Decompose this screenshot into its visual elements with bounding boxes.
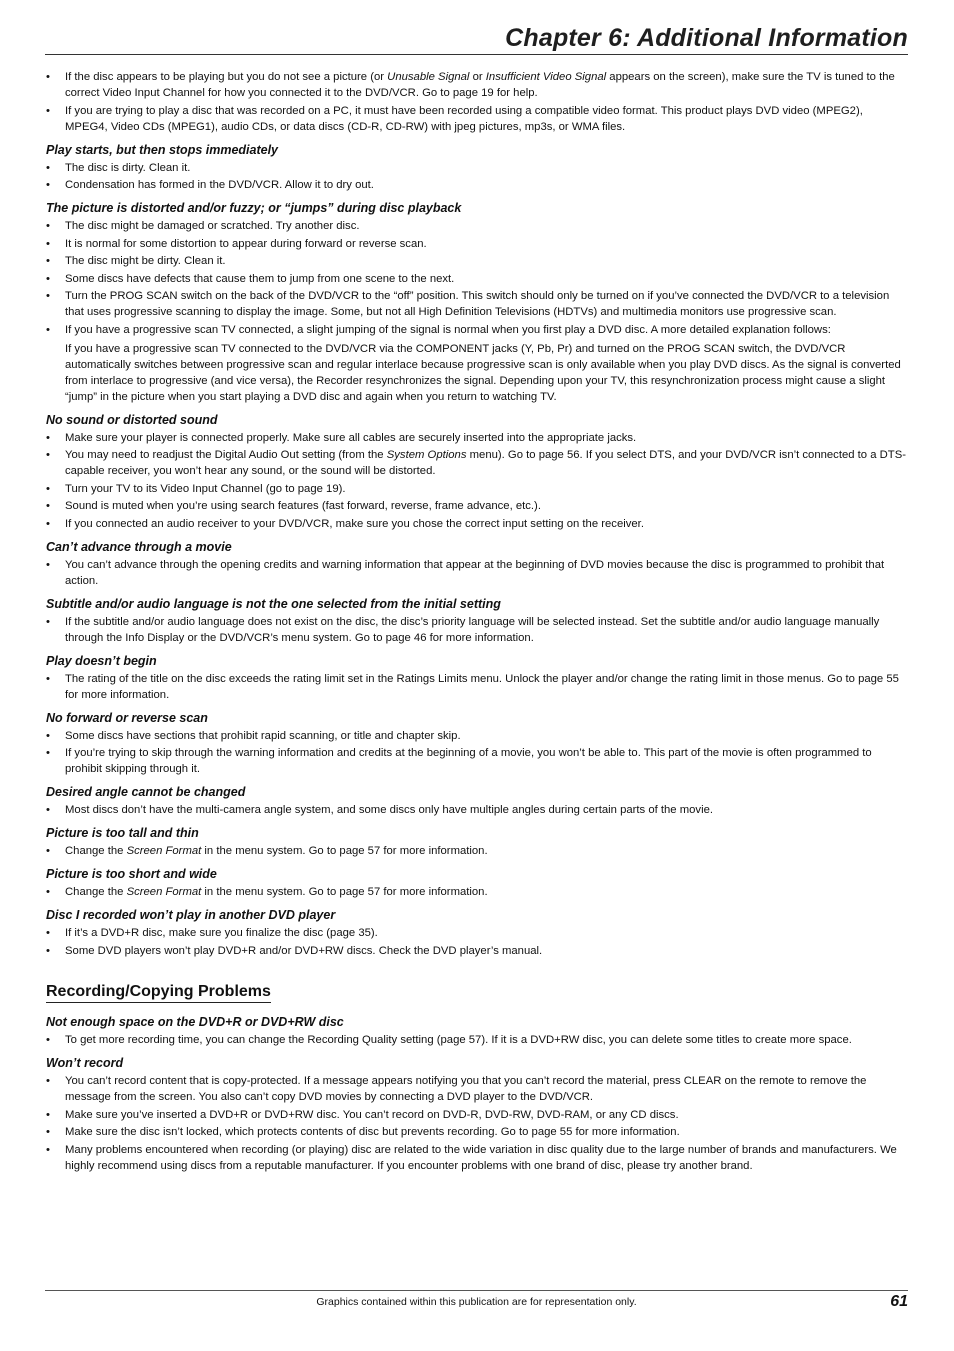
list-item: • The rating of the title on the disc exceeds the rating limit set in the Ratings Limits menu. Unlock the player and/or change the rating limit in those menus. Go to page 55 for more information. <box>46 671 908 703</box>
distorted-list <box>46 218 908 405</box>
list-item: • The disc might be dirty. Clean it. <box>46 253 908 269</box>
list-item: • To get more recording time, you can change the Recording Quality setting (page 57). If it is a DVD+RW disc, you can delete some titles to create more space. <box>46 1032 908 1048</box>
list-item: • Some discs have sections that prohibit rapid scanning, or title and chapter skip. <box>46 728 908 744</box>
list-item: • If you have a progressive scan TV connected, a slight jumping of the signal is normal when you first play a DVD disc. A more detailed explanation follows: If you have a progressive scan TV connected to the DVD/VCR via the COMPONENT jacks (Y, Pb, Pr) and turned on the PROG SCAN switch, the DVD/VCR automatically switches between progressive scan and regular interlace because progressive scan is only available when you play DVD discs. As the signal is converted from interlace to progressive (and vice versa), the Recorder resynchronizes the signal. Depending upon your TV, this resynchronization process might cause a slight “jump” in the picture when you start playing a DVD disc and again when you return to watching TV. <box>46 322 908 405</box>
section-heading-cant-advance: Can’t advance through a movie <box>46 539 232 554</box>
section-heading-wont-play: Disc I recorded won’t play in another DVD player <box>46 908 336 922</box>
list-item: • Some discs have defects that cause them to jump from one scene to the next. <box>46 271 908 287</box>
section-heading-not-enough-space: Not enough space on the DVD+R or DVD+RW disc <box>46 1015 344 1029</box>
page-footer <box>45 1290 908 1317</box>
chapter-header <box>45 22 908 55</box>
angle-list <box>46 802 908 818</box>
list-item: • If the disc appears to be playing but you do not see a picture (or Unusable Signal or Insufficient Video Signal appears on the screen), make sure the TV is tuned to the correct Video Input Channel for how you connected it to the DVD/VCR. Go to page 19 for help. <box>46 69 908 101</box>
list-item: • If you are trying to play a disc that was recorded on a PC, it must have been recorded using a compatible video format. This product plays DVD video (MPEG2), MPEG4, Video CDs (MPEG1), audio CDs, or data discs (CD-R, CD-RW) with jpeg pictures, mp3s, or WMA files. <box>46 103 908 135</box>
list-item: • If you connected an audio receiver to your DVD/VCR, make sure you chose the correct input setting on the receiver. <box>46 516 908 532</box>
wont-play-list <box>46 925 908 959</box>
list-item: • The disc might be damaged or scratched. Try another disc. <box>46 218 908 234</box>
wont-record-list <box>46 1073 908 1174</box>
list-item: • Make sure you’ve inserted a DVD+R or DVD+RW disc. You can’t record on DVD-R, DVD-RW, DVD-RAM, or any CD discs. <box>46 1107 908 1123</box>
section-heading-distorted: The picture is distorted and/or fuzzy; or “jumps” during disc playback <box>46 201 462 215</box>
intro-list <box>46 69 908 135</box>
section-heading-play-doesnt-begin: Play doesn’t begin <box>46 653 157 668</box>
section-heading-wont-record: Won’t record <box>46 1056 124 1070</box>
section-heading-subtitle: Subtitle and/or audio language is not the one selected from the initial setting <box>46 596 501 611</box>
list-item: • Make sure your player is connected properly. Make sure all cables are securely inserted into the appropriate jacks. <box>46 430 908 446</box>
list-item: • If it’s a DVD+R disc, make sure you finalize the disc (page 35). <box>46 925 908 941</box>
tall-thin-list <box>46 843 908 859</box>
list-item: • Many problems encountered when recording (or playing) disc are related to the wide variation in disc quality due to the large number of brands and manufacturers. We highly recommend using discs from a reputable manufacturer. If you encounter problems with one brand of disc, please try another brand. <box>46 1142 908 1174</box>
recording-section-title: Recording/Copying Problems <box>46 982 271 1003</box>
no-sound-list <box>46 430 908 532</box>
short-wide-list <box>46 884 908 900</box>
list-item-continuation: If you have a progressive scan TV connected to the DVD/VCR via the COMPONENT jacks (Y, Pb, Pr) and turned on the PROG SCAN switch, the DVD/VCR automatically switches between progressive scan and regular interlace because progressive scan is only available when you play DVD discs. As the signal is converted from interlace to progressive (and vice versa), the Recorder resynchronizes the signal. Depending upon your TV, this resynchronization process might cause a slight “jump” in the picture when you start playing a DVD disc and again when you return to watching TV. <box>65 342 901 403</box>
list-item: • Make sure the disc isn’t locked, which protects contents of disc but prevents recording. Go to page 55 for more information. <box>46 1124 908 1140</box>
chapter-title: Chapter 6: Additional Information <box>505 24 908 52</box>
section-heading-tall-thin: Picture is too tall and thin <box>46 826 199 840</box>
recording-section <box>46 960 908 1007</box>
list-item: • If the subtitle and/or audio language does not exist on the disc, the disc’s priority language will be selected instead. Set the subtitle and/or audio language manually through the Info Display or the DVD/VCR’s menu system. Go to page 46 for more information. <box>46 614 908 646</box>
no-scan-list <box>46 728 908 778</box>
footer-note: Graphics contained within this publication are for representation only. <box>316 1296 637 1308</box>
play-doesnt-begin-list <box>46 671 908 703</box>
list-item: • You may need to readjust the Digital Audio Out setting (from the System Options menu). Go to page 56. If you select DTS, and your DVD/VCR isn’t connected to a DTS-capable receiver, you won’t hear any sound, or the sound will be distorted. <box>46 447 908 479</box>
page-content <box>46 69 908 1175</box>
section-heading-no-scan: No forward or reverse scan <box>46 710 208 725</box>
subtitle-list <box>46 614 908 646</box>
list-item: • The disc is dirty. Clean it. <box>46 160 908 176</box>
list-item: • It is normal for some distortion to appear during forward or reverse scan. <box>46 236 908 252</box>
section-heading-angle: Desired angle cannot be changed <box>46 785 246 799</box>
not-enough-space-list <box>46 1032 908 1048</box>
play-stops-list <box>46 160 908 194</box>
list-item: • Condensation has formed in the DVD/VCR. Allow it to dry out. <box>46 177 908 193</box>
section-heading-no-sound: No sound or distorted sound <box>46 412 218 427</box>
page-number: 61 <box>890 1293 908 1310</box>
list-item: • Turn the PROG SCAN switch on the back of the DVD/VCR to the “off” position. This switch should only be turned on if you’ve connected the DVD/VCR to a television that uses progressive scanning to display the image. Some, but not all High Definition Televisions (HDTVs) and multimedia monitors use progressive scan. <box>46 288 908 320</box>
list-item: • You can’t advance through the opening credits and warning information that appear at the beginning of DVD movies because the disc is programmed to prohibit that action. <box>46 557 908 589</box>
list-item: • Change the Screen Format in the menu system. Go to page 57 for more information. <box>46 884 908 900</box>
list-item: • Change the Screen Format in the menu system. Go to page 57 for more information. <box>46 843 908 859</box>
list-item: • You can’t record content that is copy-protected. If a message appears notifying you that you can’t record the material, press CLEAR on the remote to remove the message from the screen. You also can’t copy DVD movies by connecting a DVD player to the DVD/VCR. <box>46 1073 908 1105</box>
list-item: • Sound is muted when you’re using search features (fast forward, reverse, frame advance, etc.). <box>46 498 908 514</box>
list-item: • Turn your TV to its Video Input Channel (go to page 19). <box>46 481 908 497</box>
section-heading-play-stops: Play starts, but then stops immediately <box>46 142 279 157</box>
list-item: • Some DVD players won’t play DVD+R and/or DVD+RW discs. Check the DVD player’s manual. <box>46 943 908 959</box>
list-item: • Most discs don’t have the multi-camera angle system, and some discs only have multiple angles during certain parts of the movie. <box>46 802 908 818</box>
section-heading-short-wide: Picture is too short and wide <box>46 867 217 881</box>
list-item: • If you’re trying to skip through the warning information and credits at the beginning of a movie, you won’t be able to. This part of the movie is often programmed to prohibit skipping through it. <box>46 745 908 777</box>
cant-advance-list <box>46 557 908 589</box>
